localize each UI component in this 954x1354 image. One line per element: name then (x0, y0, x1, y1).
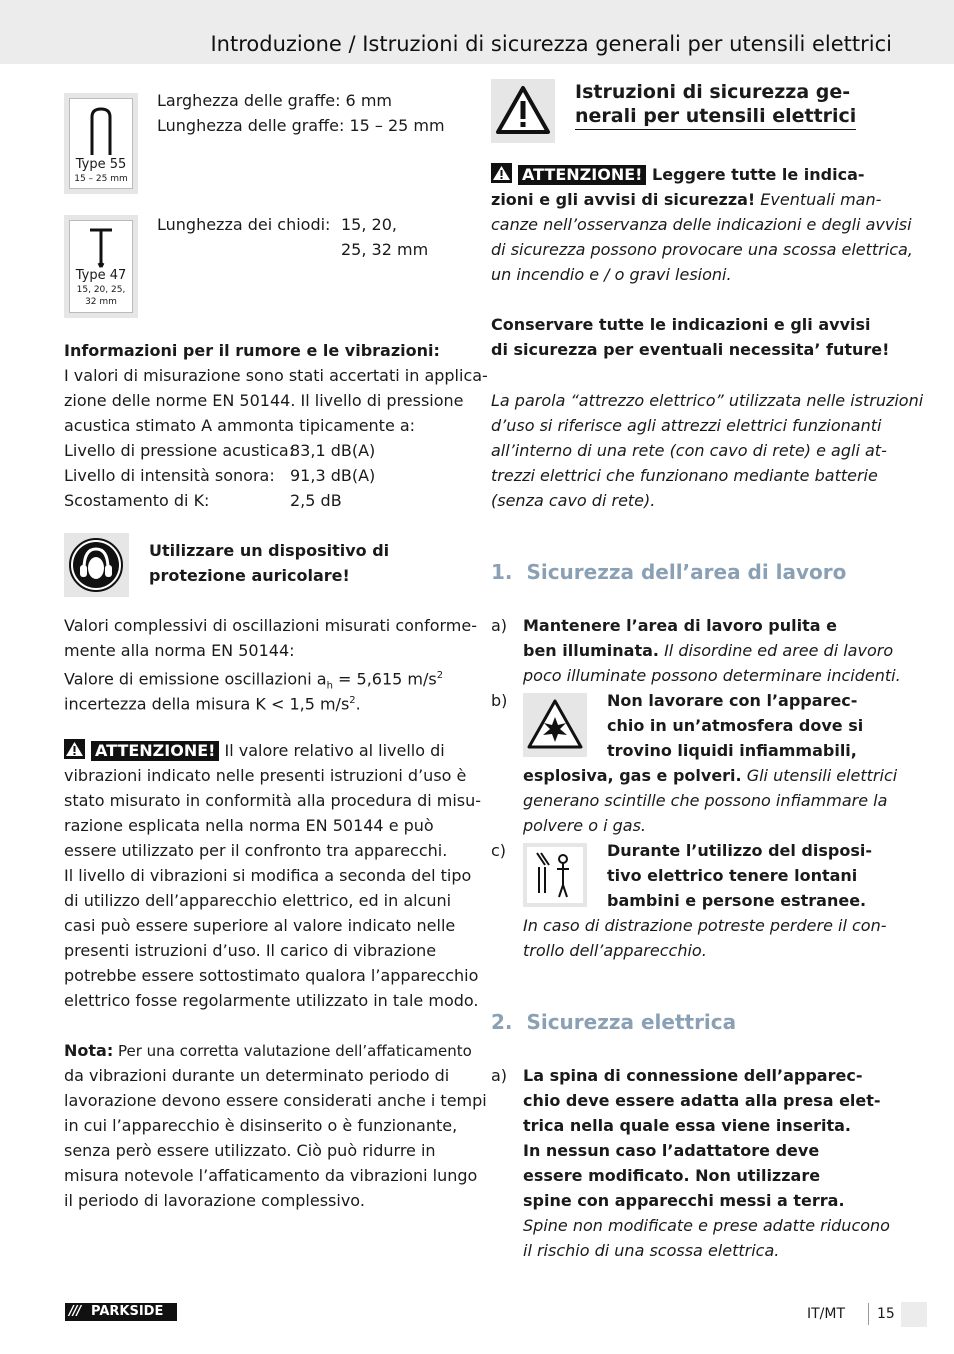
note-text: da vibrazioni durante un determinato periodo di (64, 1066, 450, 1085)
warning-label: ATTENZIONE! (91, 741, 219, 761)
vibration-warning-text: Il livello di vibrazioni si modifica a seconda del tipo (64, 866, 472, 885)
noise-row-value: 83,1 dB(A) (290, 441, 376, 460)
note-text: il periodo di lavorazione complessivo. (64, 1191, 365, 1210)
item-letter: c) (491, 841, 507, 860)
vibration-warning-text: elettrico fosse regolarmente utilizzato in tale modo. (64, 991, 479, 1010)
keep-children-away-icon (523, 843, 587, 907)
item-1b-bold: trovino liquidi infiammabili, (607, 741, 857, 760)
safety-warning-text: di sicurezza possono provocare una scossa elettrica, (491, 240, 913, 259)
note-text: misura notevole l’affaticamento da vibrazioni lungo (64, 1166, 478, 1185)
warning-triangle-icon (491, 163, 512, 183)
item-1a-line2: ben illuminata. Il disordine ed aree di lavoro (523, 641, 894, 660)
item-1b-text: polvere o i gas. (523, 816, 646, 835)
definition-text: La parola “attrezzo elettrico” utilizzata nelle istruzioni (491, 391, 924, 410)
noise-row-value: 2,5 dB (290, 491, 342, 510)
section-2-heading: 2. Sicurezza elettrica (491, 1010, 737, 1034)
warning-triangle-icon (64, 739, 85, 759)
nail-type-label: Type 47 (75, 268, 127, 283)
definition-text: trezzi elettrici che funzionano mediante batterie (491, 466, 878, 485)
note-text: in cui l’apparecchio è disinserito o è funzionante, (64, 1116, 458, 1135)
item-1a-bold: Mantenere l’area di lavoro pulita e (523, 616, 837, 635)
vibration-warning-text: presenti istruzioni d’uso. Il carico di vibrazione (64, 941, 437, 960)
item-letter: b) (491, 691, 508, 710)
vibration-text-2: mente alla norma EN 50144: (64, 641, 295, 660)
parkside-logo: /// PARKSIDE (65, 1303, 177, 1321)
safety-warning-text: un incendio e / o gravi lesioni. (491, 265, 732, 284)
vibration-warning-text: razione esplicata nella norma EN 50144 e può (64, 816, 434, 835)
nail-length-label: Lunghezza dei chiodi: (157, 215, 331, 234)
noise-row-label: Scostamento di K: (64, 491, 210, 510)
staple-type-icon (64, 93, 138, 194)
warning-triangle-large-icon (491, 79, 555, 143)
staple-width: Larghezza delle graffe: 6 mm (157, 91, 392, 110)
item-1c-bold: Durante l’utilizzo del disposi- (607, 841, 872, 860)
page-tab (901, 1302, 927, 1327)
warning-label: ATTENZIONE! (518, 165, 646, 185)
explosion-icon (523, 693, 587, 757)
nail-type-size1: 15, 20, 25, (76, 285, 126, 295)
safety-warning-second-line: zioni e gli avvisi di sicurezza! Eventuali man- (491, 190, 882, 209)
item-2a-text: Spine non modificate e prese adatte riducono (523, 1216, 890, 1235)
item-1c-text: In caso di distrazione potreste perdere il con- (523, 916, 887, 935)
safety-warning-first-line: ATTENZIONE! Leggere tutte le indica- (491, 162, 865, 187)
noise-heading: Informazioni per il rumore e le vibrazioni: (64, 341, 440, 360)
item-2a-bold: La spina di connessione dell’apparec- (523, 1066, 863, 1085)
vibration-uncertainty: incertezza della misura K < 1,5 $m/s^2$. (64, 694, 361, 714)
item-2a-text: il rischio di una scossa elettrica. (523, 1241, 780, 1260)
note-label: Nota: (64, 1041, 114, 1060)
staple-type-label: Type 55 (75, 157, 127, 172)
page-header (0, 0, 954, 64)
noise-row-label: Livello di pressione acustica: (64, 441, 295, 460)
vibration-warning-first-line: ATTENZIONE! Il valore relativo al livello di (64, 738, 445, 763)
item-1b-bold: chio in un’atmosfera dove si (607, 716, 864, 735)
page-number: 15 (877, 1306, 895, 1322)
vibration-text-1: Valori complessivi di oscillazioni misurati conforme- (64, 616, 477, 635)
note-text: senza però essere utilizzato. Ciò può ridurre in (64, 1141, 436, 1160)
staple-length: Lunghezza delle graffe: 15 – 25 mm (157, 116, 445, 135)
safety-title-1: Istruzioni di sicurezza ge- (575, 81, 851, 103)
vibration-warning-text: di utilizzo dell’apparecchio elettrico, ed in alcuni (64, 891, 452, 910)
vibration-warning-text: casi può essere superiore al valore indicato nelle (64, 916, 456, 935)
noise-row-value: 91,3 dB(A) (290, 466, 376, 485)
vibration-emission: Valore di emissione oscillazioni $a_h = 5,615$ $m/s^2$ (64, 669, 444, 692)
item-1b-bold: Non lavorare con l’apparec- (607, 691, 858, 710)
item-2a-bold: chio deve essere adatta alla presa elet- (523, 1091, 881, 1110)
footer-divider (868, 1303, 869, 1325)
item-1b-text: generano scintille che possono infiammare la (523, 791, 888, 810)
safety-warning-text: canze nell’osservanza delle indicazioni e degli avvisi (491, 215, 912, 234)
nail-length-value1: 15, 20, (341, 215, 397, 234)
nail-length-value2: 25, 32 mm (341, 240, 429, 259)
vibration-warning-text: vibrazioni indicato nelle presenti istruzioni d’uso è (64, 766, 467, 785)
vibration-warning-text: stato misurato in conformità alla procedura di misu- (64, 791, 482, 810)
keep-instructions-2: di sicurezza per eventuali necessita’ future! (491, 340, 890, 359)
item-1c-text: trollo dell’apparecchio. (523, 941, 707, 960)
item-1c-bold: bambini e persone estranee. (607, 891, 867, 910)
vibration-warning-text: potrebbe essere sottostimato qualora l’apparecchio (64, 966, 479, 985)
ear-protection-text-2: protezione auricolare! (149, 566, 350, 585)
definition-text: d’uso si riferisce agli attrezzi elettrici funzionanti (491, 416, 882, 435)
item-2a-bold: trica nella quale essa viene inserita. (523, 1116, 851, 1135)
item-letter: a) (491, 1066, 508, 1085)
item-2a-bold: essere modificato. Non utilizzare (523, 1166, 821, 1185)
note-text: lavorazione devono essere considerati anche i tempi (64, 1091, 487, 1110)
nail-type-icon (64, 215, 138, 318)
language-code: IT/MT (807, 1306, 846, 1322)
item-2a-bold: spine con apparecchi messi a terra. (523, 1191, 845, 1210)
ear-protection-icon (64, 533, 129, 597)
keep-instructions-1: Conservare tutte le indicazioni e gli avvisi (491, 315, 871, 334)
page-title: Introduzione / Istruzioni di sicurezza generali per utensili elettrici (210, 32, 892, 56)
item-letter: a) (491, 616, 508, 635)
safety-title-2: nerali per utensili elettrici (575, 104, 856, 130)
item-1a-text: poco illuminate possono determinare incidenti. (523, 666, 901, 685)
noise-text-3: acustica stimato A ammonta tipicamente a: (64, 416, 416, 435)
vibration-warning-text: essere utilizzato per il confronto tra apparecchi. (64, 841, 448, 860)
item-1b-line4: esplosiva, gas e polveri. Gli utensili elettrici (523, 766, 898, 785)
definition-text: all’interno di una rete (con cavo di rete) e agli at- (491, 441, 887, 460)
section-1-heading: 1. Sicurezza dell’area di lavoro (491, 560, 847, 584)
noise-text-2: zione delle norme EN 50144. Il livello di pressione (64, 391, 464, 410)
staple-icon (70, 103, 132, 163)
staple-type-size: 15 – 25 mm (74, 174, 128, 184)
nail-type-size2: 32 mm (85, 297, 117, 307)
ear-protection-text-1: Utilizzare un dispositivo di (149, 541, 390, 560)
noise-text-1: I valori di misurazione sono stati accertati in applica- (64, 366, 488, 385)
item-2a-bold: In nessun caso l’adattatore deve (523, 1141, 820, 1160)
item-1c-bold: tivo elettrico tenere lontani (607, 866, 858, 885)
definition-text: (senza cavo di rete). (491, 491, 656, 510)
logo-stripes-icon: /// (69, 1304, 81, 1319)
note-first-line: Nota: Per una corretta valutazione dell’affaticamento (64, 1041, 472, 1060)
noise-row-label: Livello di intensità sonora: (64, 466, 275, 485)
